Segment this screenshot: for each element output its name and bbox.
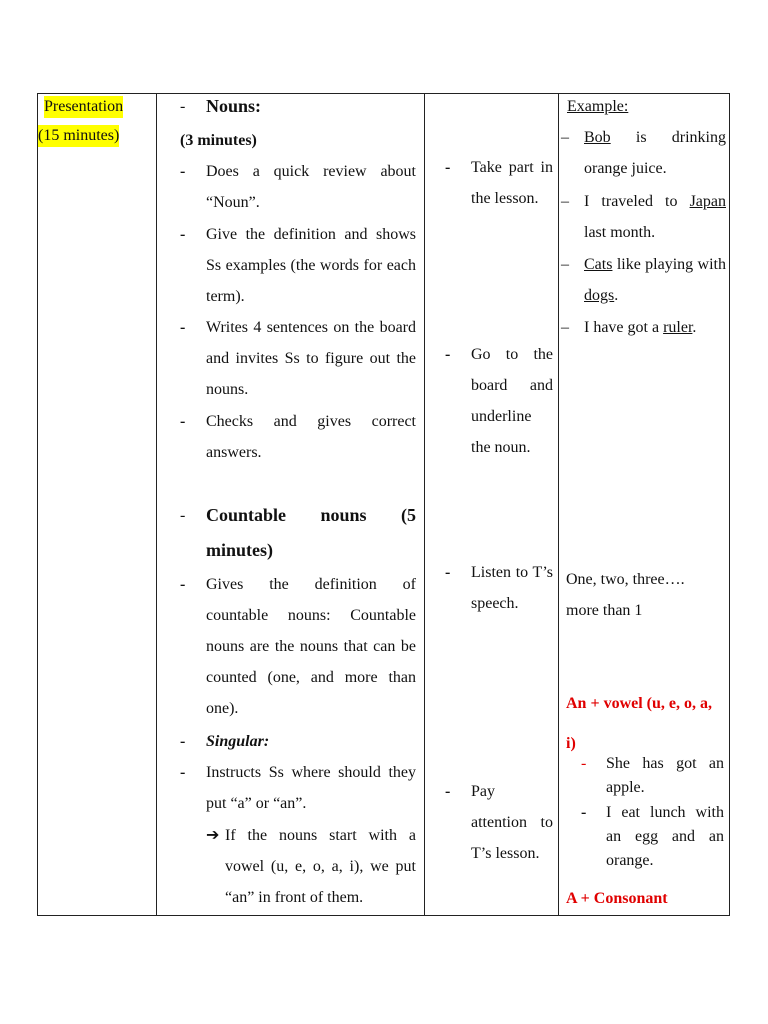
an-example: I eat lunch with an egg and an orange. [606, 804, 724, 869]
student-step-text: Go to the board and underline the noun. [471, 346, 553, 456]
step-item: - Give the definition and shows Ss examples (the words for each term). [180, 219, 420, 312]
step-text: Writes 4 sentences on the board and invites Ss to figure out the nouns. [206, 319, 416, 398]
example-sentence: – Bob is drinking orange juice. [561, 129, 726, 177]
stage-column [38, 94, 156, 915]
student-step-text: Take part in the lesson. [471, 159, 553, 207]
example-sentence: - I eat lunch with an egg and an orange. [581, 801, 726, 876]
countable-title: Countable nouns (5 minutes) [206, 505, 416, 560]
example-header: Example: [567, 98, 629, 115]
student-step: - Pay attention to T’s lesson. [445, 776, 555, 869]
step-item: - Instructs Ss where should they put “a” or “an”. [180, 757, 420, 819]
teacher-activities-column: - Nouns: (3 minutes) - Does a quick review about “Noun”. - Give the definition and shows Ss examples (the words for each term). - Writes 4 sentences on the board and invites Ss to figure out the nouns. - Checks and gives correct answers. - Countable nouns (5 minutes) - Gives the definition of countable nouns: Countable nouns are the nouns that can be counted (one, and more than one). - Singular: - Instructs Ss where should they put “a” or “an”. ➔ If the nouns start with a vowel (u, e, o, a, i), we put “an” in front of them. [157, 94, 424, 915]
step-text: Give the definition and shows Ss examples (the words for each term). [206, 226, 416, 305]
examples-column: Example: – Bob is drinking orange juice. – I traveled to Japan last month. – Cats like playing with dogs. – I have got a ruler. One, two, three…. more than 1 An + vowel (u, e, o, a, i) - She has got an apple. - I eat lunch with an egg and an orange. A + Consonant [559, 94, 730, 915]
step-item: - Does a quick review about “Noun”. [180, 156, 420, 218]
student-activities-column [425, 94, 558, 915]
nouns-title: Nouns: [206, 96, 262, 116]
step-text: Gives the definition of countable nouns: Countable nouns are the nouns that can be counted (one, and more than one). [206, 576, 416, 717]
step-text: Does a quick review about “Noun”. [206, 163, 416, 211]
student-step: - Take part in the lesson. [445, 152, 555, 245]
example-sentence: – Cats like playing with dogs. [561, 256, 726, 304]
student-step: - Go to the board and underline the noun. [445, 339, 555, 463]
step-item: - Checks and gives correct answers. [180, 406, 420, 468]
nouns-time: (3 minutes) [180, 132, 257, 149]
stage-label: Presentation [44, 96, 123, 118]
singular-label: Singular: [206, 733, 270, 750]
step-item: - Writes 4 sentences on the board and invites Ss to figure out the nouns. [180, 312, 420, 405]
example-sentence: - She has got an apple. [581, 752, 726, 802]
underlined-noun: Bob [584, 129, 611, 146]
underlined-noun: dogs [584, 287, 615, 304]
step-item: - Gives the definition of countable nouns: Countable nouns are the nouns that can be counted (one, and more than one). [180, 569, 420, 724]
underlined-noun: Cats [584, 256, 613, 273]
step-text: Instructs Ss where should they put “a” or “an”. [206, 764, 416, 812]
counting-text: One, two, three…. [566, 571, 685, 588]
arrow-icon: ➔ [206, 827, 220, 844]
more-than-text: more than 1 [566, 602, 643, 619]
rule-text: If the nouns start with a vowel (u, e, o, a, i), we put “an” in front of them. [225, 827, 416, 906]
student-step-text: Pay attention to T’s lesson. [471, 783, 553, 862]
rule-item [180, 820, 420, 913]
lesson-plan-table [37, 93, 730, 916]
student-step-text: Listen to T’s speech. [471, 564, 553, 612]
a-rule: A + Consonant [566, 890, 668, 907]
an-example: She has got an apple. [606, 755, 724, 796]
step-text: Checks and gives correct answers. [206, 413, 416, 461]
example-sentence: – I traveled to Japan last month. [561, 193, 726, 241]
underlined-noun: ruler [663, 319, 693, 336]
underlined-noun: Japan [689, 193, 726, 210]
an-rule: An + vowel (u, e, o, a, i) [566, 695, 712, 752]
stage-time: (15 minutes) [38, 125, 119, 147]
student-step: - Listen to T’s speech. [445, 557, 555, 650]
